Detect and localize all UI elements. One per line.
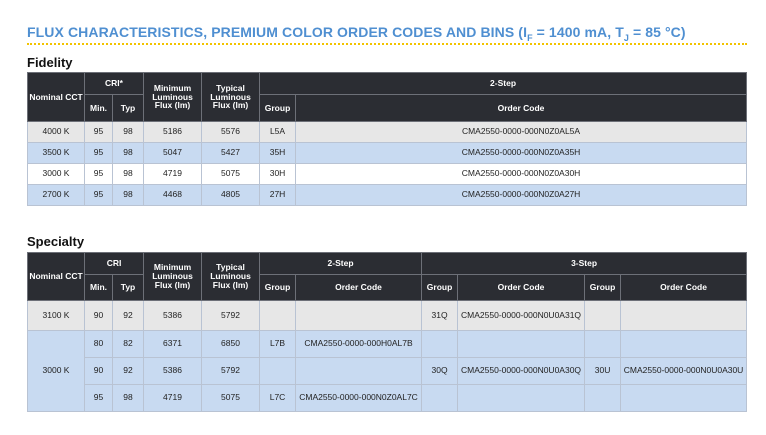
spec-hdr-cri-typ: Typ: [113, 275, 144, 301]
spec-hdr-order-code-3step-b: Order Code: [621, 275, 747, 301]
cell-min-flux: 5386: [144, 358, 202, 385]
cell-group: L5A: [260, 122, 296, 143]
cell-cri-min: 95: [85, 143, 113, 164]
cell-cct: 3100 K: [28, 301, 85, 331]
cell-group-2step: L7C: [260, 385, 296, 412]
table-row: [28, 185, 747, 206]
cell-group: 27H: [260, 185, 296, 206]
cell-order-code: CMA2550-0000-000N0Z0AL5A: [296, 122, 747, 143]
cell-order-code-3step-a: CMA2550-0000-000N0U0A31Q: [458, 301, 585, 331]
cell-cct: 3000 K: [28, 331, 85, 412]
cell-min-flux: 6371: [144, 331, 202, 358]
table-row: [28, 331, 747, 358]
cell-typ-flux: 5792: [202, 358, 260, 385]
spec-hdr-two-step: 2-Step: [260, 253, 422, 275]
table-row: [28, 164, 747, 185]
cell-min-flux: 5047: [144, 143, 202, 164]
spec-hdr-cri-min: Min.: [85, 275, 113, 301]
cell-order-code-3step-b: [621, 331, 747, 358]
cell-group: 35H: [260, 143, 296, 164]
cell-typ-flux: 5792: [202, 301, 260, 331]
table-row: [28, 385, 747, 412]
cell-group-2step: [260, 301, 296, 331]
cell-order-code-3step-b: [621, 301, 747, 331]
cell-cri-typ: 98: [113, 122, 144, 143]
cell-cri-typ: 98: [113, 164, 144, 185]
cell-group-3step-a: [422, 331, 458, 358]
cell-order-code-3step-b: [621, 385, 747, 412]
cell-order-code-2step: CMA2550-0000-000H0AL7B: [296, 331, 422, 358]
title-divider: [27, 43, 747, 45]
cell-cri-typ: 98: [113, 143, 144, 164]
table-row: [28, 122, 747, 143]
title-text-a: FLUX CHARACTERISTICS, PREMIUM COLOR ORDER CODES AND BINS (I: [27, 24, 528, 40]
cell-order-code-2step: CMA2550-0000-000N0Z0AL7C: [296, 385, 422, 412]
spec-hdr-min-flux: Minimum Luminous Flux (lm): [144, 253, 202, 301]
fidelity-heading: Fidelity: [27, 55, 73, 70]
cell-order-code-3step-a: [458, 385, 585, 412]
cell-order-code-3step-a: [458, 331, 585, 358]
cell-min-flux: 5186: [144, 122, 202, 143]
fid-hdr-cri-typ: Typ: [113, 95, 144, 122]
cell-cri-typ: 92: [113, 358, 144, 385]
cell-group-3step-b: [585, 331, 621, 358]
cell-cri-min: 95: [85, 385, 113, 412]
cell-cri-min: 95: [85, 164, 113, 185]
spec-hdr-order-code-3step-a: Order Code: [458, 275, 585, 301]
spec-hdr-nominal-cct: Nominal CCT: [28, 253, 85, 301]
fid-hdr-typ-flux: Typical Luminous Flux (lm): [202, 73, 260, 122]
cell-min-flux: 5386: [144, 301, 202, 331]
cell-order-code-3step-b: CMA2550-0000-000N0U0A30U: [621, 358, 747, 385]
fid-hdr-cri: CRI*: [85, 73, 144, 95]
cell-typ-flux: 6850: [202, 331, 260, 358]
cell-cct: 3500 K: [28, 143, 85, 164]
cell-min-flux: 4719: [144, 164, 202, 185]
cell-group-2step: L7B: [260, 331, 296, 358]
specialty-table: [27, 252, 747, 412]
specialty-heading: Specialty: [27, 234, 85, 249]
cell-order-code: CMA2550-0000-000N0Z0A30H: [296, 164, 747, 185]
fid-hdr-cri-min: Min.: [85, 95, 113, 122]
cell-typ-flux: 5075: [202, 385, 260, 412]
cell-group-3step-b: [585, 385, 621, 412]
spec-hdr-cri: CRI: [85, 253, 144, 275]
title-sub-f: F: [527, 32, 533, 43]
cell-cct: 3000 K: [28, 164, 85, 185]
cell-typ-flux: 5427: [202, 143, 260, 164]
fidelity-table: [27, 72, 747, 206]
cell-order-code-3step-a: CMA2550-0000-000N0U0A30Q: [458, 358, 585, 385]
cell-group: 30H: [260, 164, 296, 185]
cell-group-2step: [260, 358, 296, 385]
cell-order-code-2step: [296, 301, 422, 331]
cell-cri-typ: 82: [113, 331, 144, 358]
cell-group-3step-a: 31Q: [422, 301, 458, 331]
cell-order-code-2step: [296, 358, 422, 385]
cell-cct: 4000 K: [28, 122, 85, 143]
spec-hdr-group-2step: Group: [260, 275, 296, 301]
spec-hdr-group-3step-b: Group: [585, 275, 621, 301]
spec-hdr-order-code-2step: Order Code: [296, 275, 422, 301]
cell-cri-typ: 92: [113, 301, 144, 331]
fid-hdr-order-code: Order Code: [296, 95, 747, 122]
cell-group-3step-a: [422, 385, 458, 412]
fid-hdr-two-step: 2-Step: [260, 73, 747, 95]
cell-cri-min: 95: [85, 185, 113, 206]
table-row: [28, 143, 747, 164]
cell-cri-typ: 98: [113, 385, 144, 412]
page-title: [27, 24, 686, 43]
table-row: [28, 301, 747, 331]
spec-hdr-three-step: 3-Step: [422, 253, 747, 275]
cell-typ-flux: 5576: [202, 122, 260, 143]
cell-min-flux: 4719: [144, 385, 202, 412]
spec-hdr-typ-flux: Typical Luminous Flux (lm): [202, 253, 260, 301]
cell-cri-min: 90: [85, 358, 113, 385]
cell-group-3step-a: 30Q: [422, 358, 458, 385]
cell-cri-min: 95: [85, 122, 113, 143]
title-text-b: = 1400 mA, T: [532, 24, 624, 40]
table-row: [28, 358, 747, 385]
cell-cri-min: 80: [85, 331, 113, 358]
spec-hdr-group-3step-a: Group: [422, 275, 458, 301]
fid-hdr-nominal-cct: Nominal CCT: [28, 73, 85, 122]
fid-hdr-group: Group: [260, 95, 296, 122]
cell-cri-typ: 98: [113, 185, 144, 206]
fid-hdr-min-flux: Minimum Luminous Flux (lm): [144, 73, 202, 122]
cell-min-flux: 4468: [144, 185, 202, 206]
cell-typ-flux: 4805: [202, 185, 260, 206]
cell-order-code: CMA2550-0000-000N0Z0A35H: [296, 143, 747, 164]
cell-cct: 2700 K: [28, 185, 85, 206]
title-sub-j: J: [623, 32, 629, 43]
cell-typ-flux: 5075: [202, 164, 260, 185]
title-text-c: = 85 °C): [628, 24, 686, 40]
cell-order-code: CMA2550-0000-000N0Z0A27H: [296, 185, 747, 206]
cell-cri-min: 90: [85, 301, 113, 331]
cell-group-3step-b: [585, 301, 621, 331]
cell-group-3step-b: 30U: [585, 358, 621, 385]
